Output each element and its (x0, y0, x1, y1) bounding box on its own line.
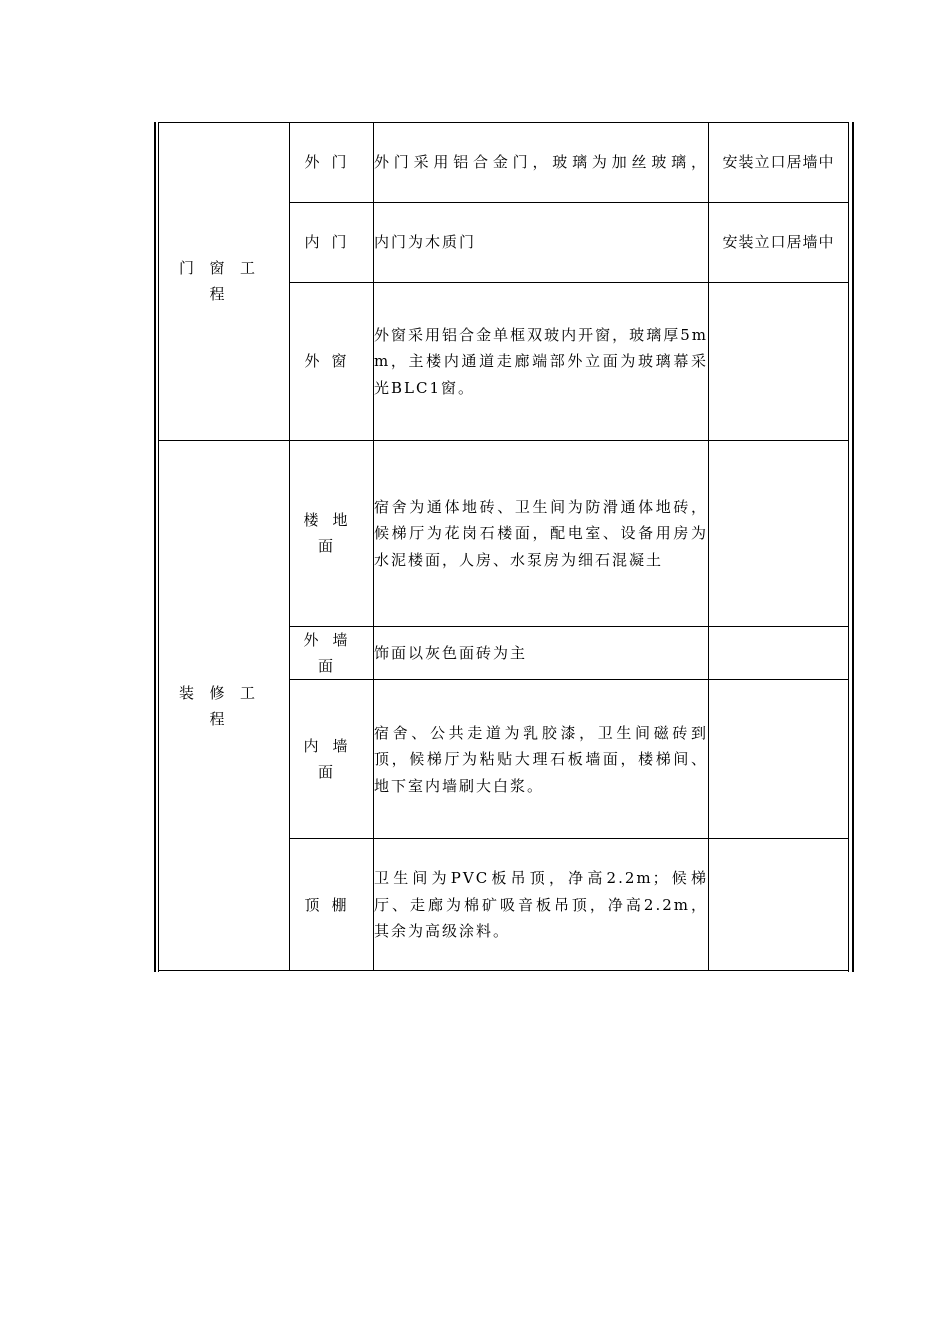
item-cell (290, 839, 374, 971)
description-text: 内门为木质门 (374, 233, 477, 252)
description-text: 卫生间为PVC板吊顶，净高2.2m；候梯厅、走廊为棉矿吸音板吊顶，净高2.2m，其余为高级涂料。 (374, 869, 708, 941)
item-cell (290, 203, 374, 283)
note-text: 安装立口居墙中 (722, 153, 835, 172)
description-cell (374, 680, 709, 839)
item-label: 顶棚 (304, 895, 359, 914)
description-text: 饰面以灰色面砖为主 (374, 644, 528, 662)
note-cell (709, 680, 849, 839)
category-cell (159, 123, 290, 441)
description-cell (374, 441, 709, 627)
table-row (159, 441, 849, 627)
item-cell (290, 627, 374, 680)
table-row (159, 123, 849, 203)
category-label: 门窗工程 (179, 259, 269, 304)
note-cell (709, 283, 849, 441)
note-cell (709, 203, 849, 283)
description-text: 宿舍为通体地砖、卫生间为防滑通体地砖，候梯厅为花岗石楼面，配电室、设备用房为水泥楼面，人房、水泵房为细石混凝土 (374, 497, 708, 569)
item-cell (290, 441, 374, 627)
item-label: 内墙面 (303, 737, 360, 782)
item-label: 外窗 (304, 352, 359, 371)
item-cell (290, 123, 374, 203)
description-text: 外窗采用铝合金单框双玻内开窗，玻璃厚5mm，主楼内通道走廊端部外立面为玻璃幕采光BLC1窗。 (374, 325, 708, 397)
note-cell (709, 627, 849, 680)
construction-spec-table (158, 122, 849, 971)
item-label: 内门 (304, 233, 359, 252)
description-cell (374, 839, 709, 971)
description-cell (374, 123, 709, 203)
description-cell (374, 627, 709, 680)
item-label: 外墙面 (303, 631, 360, 675)
item-cell (290, 283, 374, 441)
note-cell (709, 441, 849, 627)
category-cell (159, 441, 290, 971)
description-cell (374, 203, 709, 283)
note-text: 安装立口居墙中 (722, 233, 835, 252)
note-cell (709, 123, 849, 203)
description-cell (374, 283, 709, 441)
description-text: 外门采用铝合金门，玻璃为加丝玻璃， (374, 153, 708, 172)
note-cell (709, 839, 849, 971)
item-cell (290, 680, 374, 839)
category-label: 装修工程 (179, 683, 269, 728)
description-text: 宿舍、公共走道为乳胶漆，卫生间磁砖到顶，候梯厅为粘贴大理石板墙面，楼梯间、地下室内墙刷大白浆。 (374, 723, 708, 795)
item-label: 外门 (304, 153, 359, 172)
item-label: 楼地面 (303, 511, 360, 556)
